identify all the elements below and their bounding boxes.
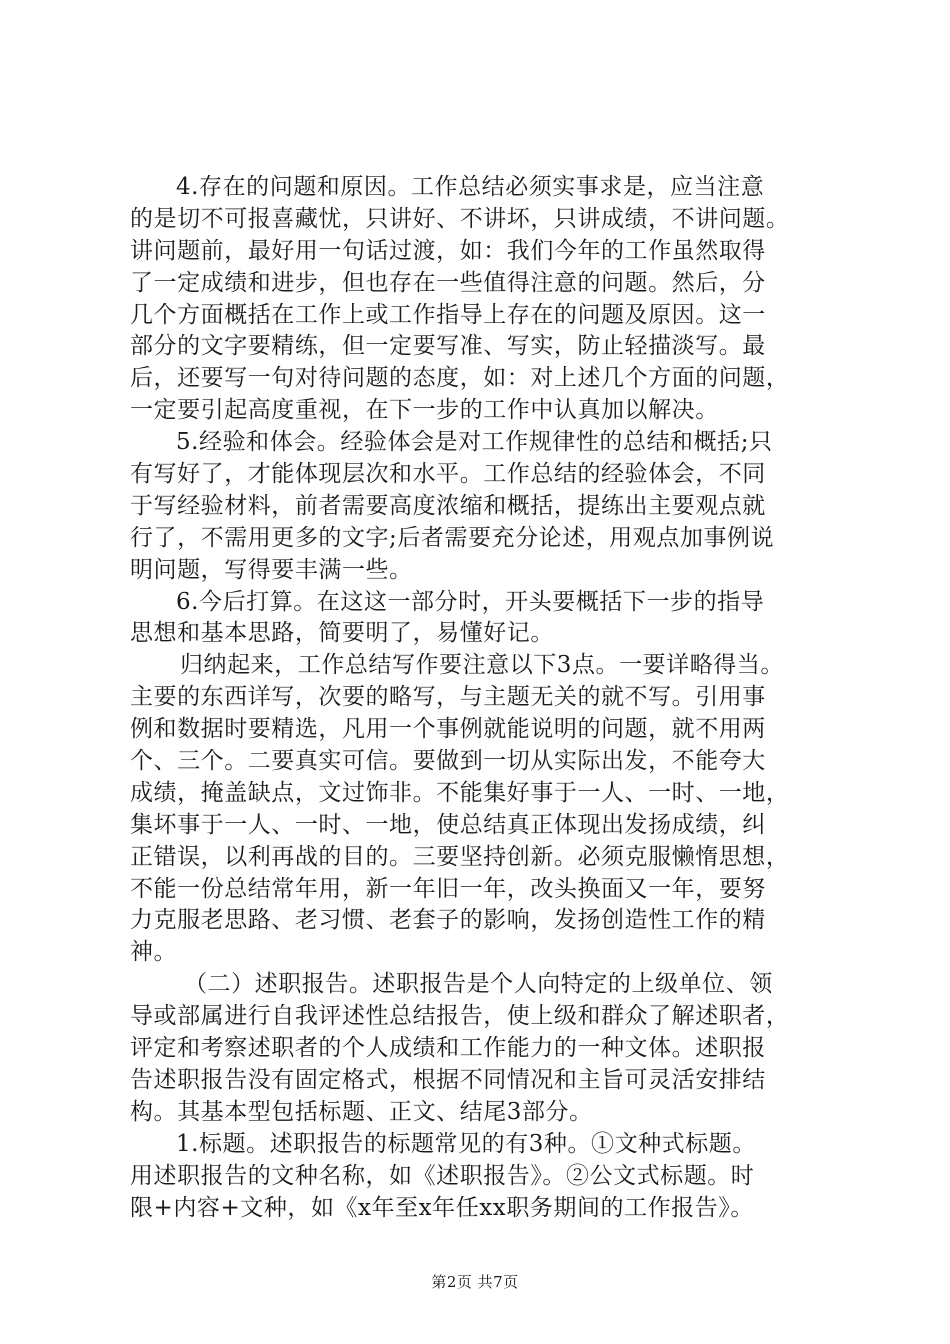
text-line: 了一定成绩和进步，但也存在一些值得注意的问题。然后，分 <box>130 269 766 296</box>
text-line: 部分的文字要精练，但一定要写准、写实，防止轻描淡写。最 <box>130 333 766 360</box>
text-line: 限+内容+文种，如《x年至x年任xx职务期间的工作报告》。 <box>130 1194 754 1221</box>
text-line: 的是切不可报喜藏忧，只讲好、不讲坏，只讲成绩，不讲问题。 <box>130 205 790 232</box>
text-line: 用述职报告的文种名称，如《述职报告》。②公文式标题。时 <box>130 1162 755 1189</box>
text-line: 后，还要写一句对待问题的态度，如：对上述几个方面的问题， <box>130 365 790 392</box>
text-line: 讲问题前，最好用一句话过渡，如：我们今年的工作虽然取得 <box>130 237 766 264</box>
text-line: 归纳起来，工作总结写作要注意以下3点。一要详略得当。 <box>180 652 784 679</box>
text-line: 例和数据时要精选，凡用一个事例就能说明的问题，就不用两 <box>130 716 766 743</box>
text-line: 集坏事于一人、一时、一地，使总结真正体现出发扬成绩，纠 <box>130 811 766 838</box>
text-line: 于写经验材料，前者需要高度浓缩和概括，提练出主要观点就 <box>130 492 766 519</box>
text-line: 几个方面概括在工作上或工作指导上存在的问题及原因。这一 <box>130 301 766 328</box>
text-line: （二）述职报告。述职报告是个人向特定的上级单位、领 <box>184 971 773 998</box>
document-body <box>130 172 830 1224</box>
text-line: 成绩，掩盖缺点，文过饰非。不能集好事于一人、一时、一地， <box>130 779 790 806</box>
text-line: 有写好了，才能体现层次和水平。工作总结的经验体会，不同 <box>130 461 766 488</box>
text-line: 构。其基本型包括标题、正文、结尾3部分。 <box>130 1098 593 1125</box>
text-line: 思想和基本思路，简要明了，易懂好记。 <box>130 620 554 647</box>
text-line: 不能一份总结常年用，新一年旧一年，改头换面又一年，要努 <box>130 875 766 902</box>
text-line: 个、三个。二要真实可信。要做到一切从实际出发，不能夸大 <box>130 748 766 775</box>
text-line: 告述职报告没有固定格式，根据不同情况和主旨可灵活安排结 <box>130 1066 766 1093</box>
text-line: 一定要引起高度重视，在下一步的工作中认真加以解决。 <box>130 397 719 424</box>
text-line: 明问题，写得要丰满一些。 <box>130 556 413 583</box>
text-line: 4.存在的问题和原因。工作总结必须实事求是，应当注意 <box>176 174 765 200</box>
text-line: 导或部属进行自我评述性总结报告，使上级和群众了解述职者， <box>130 1003 790 1030</box>
text-line: 5.经验和体会。经验体会是对工作规律性的总结和概括;只 <box>176 429 773 456</box>
text-line: 主要的东西详写，次要的略写，与主题无关的就不写。引用事 <box>130 684 766 711</box>
text-line: 1.标题。述职报告的标题常见的有3种。①文种式标题。 <box>176 1130 756 1157</box>
text-line: 6.今后打算。在这这一部分时，开头要概括下一步的指导 <box>176 588 765 615</box>
text-line: 正错误，以利再战的目的。三要坚持创新。必须克服懒惰思想， <box>130 843 790 870</box>
text-line: 神。 <box>130 939 178 966</box>
text-line: 行了，不需用更多的文字;后者需要充分论述，用观点加事例说 <box>130 524 775 551</box>
text-line: 评定和考察述职者的个人成绩和工作能力的一种文体。述职报 <box>130 1035 766 1062</box>
page-footer: 第2页 共7页 <box>431 1273 519 1291</box>
text-line: 力克服老思路、老习惯、老套子的影响，发扬创造性工作的精 <box>130 907 766 934</box>
